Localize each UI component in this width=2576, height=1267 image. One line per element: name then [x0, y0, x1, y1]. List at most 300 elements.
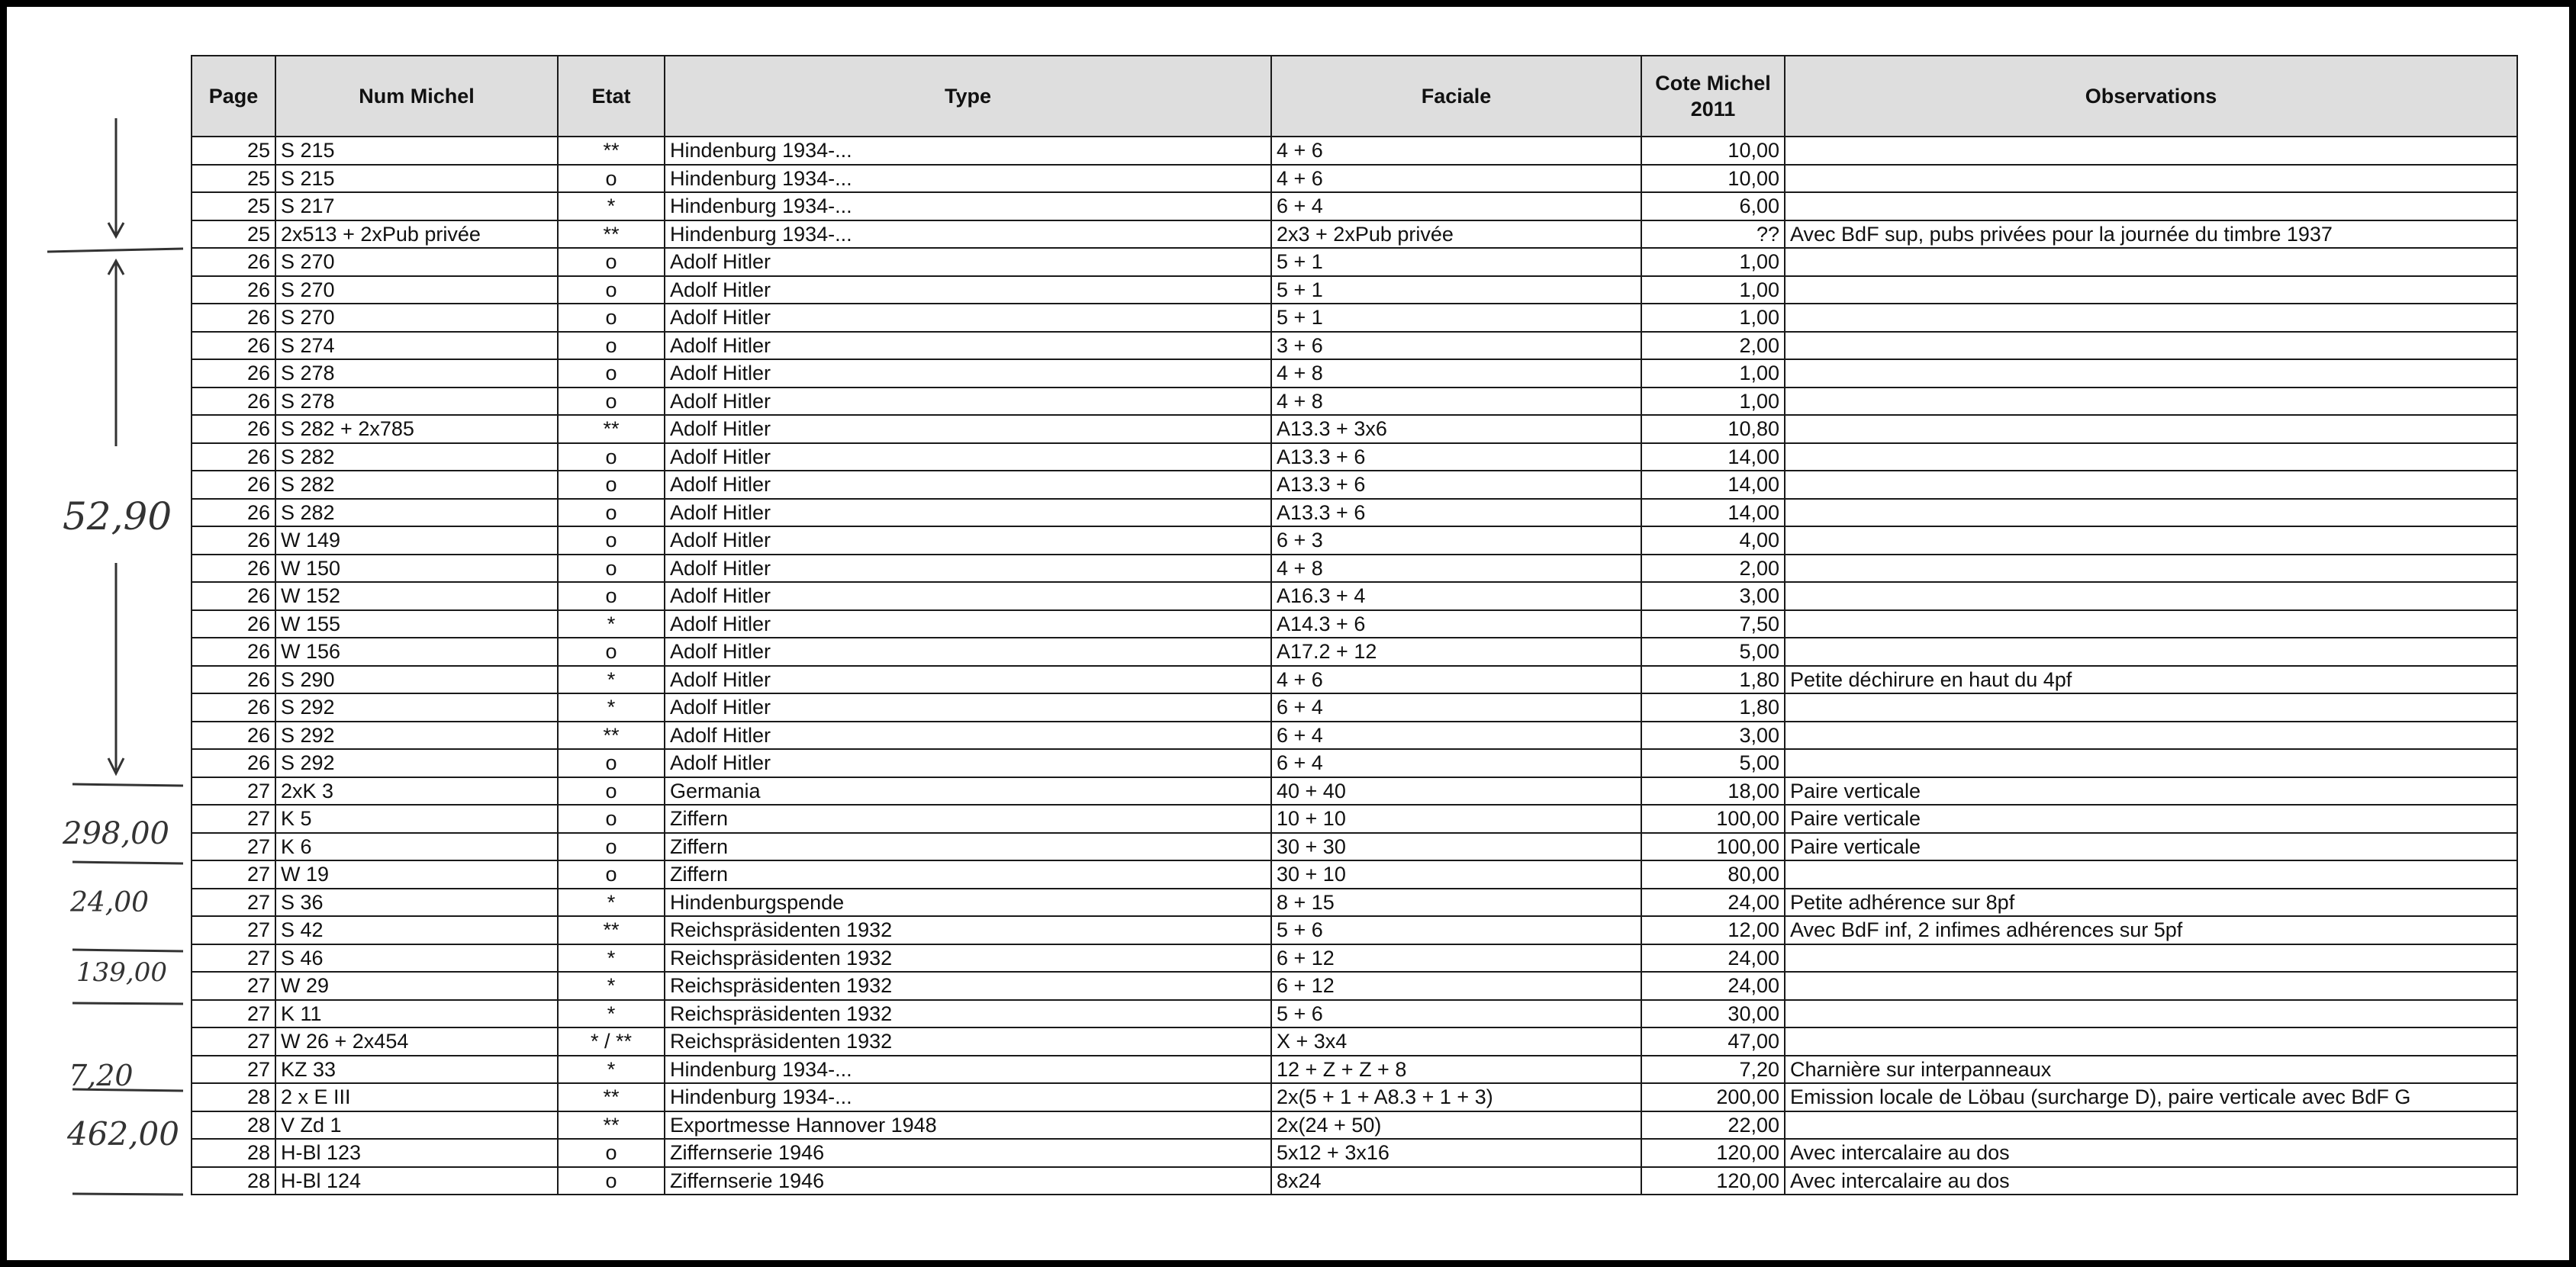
cell-observations — [1785, 555, 2517, 583]
cell-observations — [1785, 332, 2517, 360]
cell-observations: Avec BdF inf, 2 infimes adhérences sur 5pf — [1785, 916, 2517, 944]
cell-etat: o — [558, 749, 665, 777]
cell-etat: o — [558, 471, 665, 499]
cell-etat: o — [558, 248, 665, 276]
cell-type: Reichspräsidenten 1932 — [665, 1000, 1271, 1028]
cell-observations — [1785, 693, 2517, 722]
separator-line-26-27 — [72, 784, 183, 786]
cell-observations — [1785, 749, 2517, 777]
cell-num-michel: S 278 — [275, 387, 558, 416]
cell-etat: o — [558, 443, 665, 471]
cell-faciale: X + 3x4 — [1271, 1027, 1641, 1056]
table-row — [192, 555, 2517, 583]
cell-cote: 7,20 — [1641, 1056, 1785, 1084]
cell-cote: 10,80 — [1641, 415, 1785, 443]
cell-observations: Paire verticale — [1785, 777, 2517, 806]
cell-type: Germania — [665, 777, 1271, 806]
cell-num-michel: S 270 — [275, 304, 558, 332]
cell-page: 26 — [192, 443, 275, 471]
cell-etat: * — [558, 972, 665, 1000]
cell-type: Hindenburg 1934-... — [665, 165, 1271, 193]
cell-observations — [1785, 165, 2517, 193]
cell-page: 26 — [192, 387, 275, 416]
cell-observations — [1785, 276, 2517, 304]
table-row — [192, 693, 2517, 722]
cell-type: Ziffernserie 1946 — [665, 1167, 1271, 1195]
cell-faciale: 4 + 8 — [1271, 359, 1641, 387]
cell-observations — [1785, 638, 2517, 666]
cell-faciale: 4 + 8 — [1271, 555, 1641, 583]
cell-page: 26 — [192, 332, 275, 360]
cell-num-michel: S 46 — [275, 944, 558, 973]
cell-etat: o — [558, 332, 665, 360]
cell-etat: ** — [558, 137, 665, 165]
table-row — [192, 582, 2517, 610]
cell-cote: 4,00 — [1641, 526, 1785, 555]
cell-faciale: 2x(5 + 1 + A8.3 + 1 + 3) — [1271, 1083, 1641, 1111]
margin-note-page-27a: 298,00 — [63, 816, 169, 851]
cell-type: Adolf Hitler — [665, 387, 1271, 416]
cell-cote: 100,00 — [1641, 833, 1785, 861]
cell-etat: ** — [558, 916, 665, 944]
cell-num-michel: S 282 — [275, 443, 558, 471]
cell-page: 26 — [192, 749, 275, 777]
cell-observations — [1785, 582, 2517, 610]
cell-etat: ** — [558, 1083, 665, 1111]
cell-num-michel: 2 x E III — [275, 1083, 558, 1111]
cell-observations: Avec BdF sup, pubs privées pour la journée du timbre 1937 — [1785, 220, 2517, 249]
table-row — [192, 471, 2517, 499]
cell-observations — [1785, 944, 2517, 973]
cell-page: 26 — [192, 582, 275, 610]
table-row — [192, 415, 2517, 443]
cell-faciale: A17.2 + 12 — [1271, 638, 1641, 666]
table-row — [192, 722, 2517, 750]
table-row — [192, 889, 2517, 917]
cell-faciale: 2x(24 + 50) — [1271, 1111, 1641, 1140]
cell-observations: Petite adhérence sur 8pf — [1785, 889, 2517, 917]
cell-num-michel: S 42 — [275, 916, 558, 944]
cell-num-michel: S 215 — [275, 137, 558, 165]
cell-etat: o — [558, 387, 665, 416]
cell-etat: o — [558, 499, 665, 527]
cell-cote: 12,00 — [1641, 916, 1785, 944]
table-row — [192, 499, 2517, 527]
cell-type: Hindenburg 1934-... — [665, 220, 1271, 249]
cell-faciale: 4 + 6 — [1271, 666, 1641, 694]
cell-num-michel: S 292 — [275, 693, 558, 722]
cell-etat: ** — [558, 415, 665, 443]
cell-num-michel: W 29 — [275, 972, 558, 1000]
cell-page: 26 — [192, 304, 275, 332]
cell-faciale: 8 + 15 — [1271, 889, 1641, 917]
cell-etat: o — [558, 833, 665, 861]
table-row — [192, 332, 2517, 360]
cell-type: Adolf Hitler — [665, 332, 1271, 360]
cell-num-michel: S 270 — [275, 248, 558, 276]
cell-num-michel: K 6 — [275, 833, 558, 861]
cell-etat: o — [558, 1167, 665, 1195]
table-row — [192, 192, 2517, 220]
cell-type: Adolf Hitler — [665, 248, 1271, 276]
cell-etat: * — [558, 666, 665, 694]
margin-note-page-27d: 7,20 — [69, 1059, 134, 1092]
cell-observations — [1785, 304, 2517, 332]
table-row — [192, 165, 2517, 193]
cell-type: Reichspräsidenten 1932 — [665, 916, 1271, 944]
cell-faciale: 30 + 10 — [1271, 860, 1641, 889]
cell-type: Ziffern — [665, 833, 1271, 861]
cell-observations: Emission locale de Löbau (surcharge D), paire verticale avec BdF G — [1785, 1083, 2517, 1111]
cell-num-michel: S 36 — [275, 889, 558, 917]
cell-num-michel: W 150 — [275, 555, 558, 583]
cell-observations — [1785, 192, 2517, 220]
cell-faciale: A14.3 + 6 — [1271, 610, 1641, 638]
cell-faciale: 6 + 3 — [1271, 526, 1641, 555]
separator-line-28 — [72, 1194, 183, 1195]
cell-observations — [1785, 1027, 2517, 1056]
cell-page: 25 — [192, 220, 275, 249]
cell-faciale: 10 + 10 — [1271, 805, 1641, 833]
cell-num-michel: W 156 — [275, 638, 558, 666]
cell-type: Reichspräsidenten 1932 — [665, 1027, 1271, 1056]
cell-etat: * — [558, 944, 665, 973]
table-row — [192, 833, 2517, 861]
table-row — [192, 610, 2517, 638]
cell-page: 28 — [192, 1083, 275, 1111]
cell-num-michel: K 5 — [275, 805, 558, 833]
cell-cote: 14,00 — [1641, 443, 1785, 471]
cell-num-michel: W 152 — [275, 582, 558, 610]
cell-cote: 1,00 — [1641, 359, 1785, 387]
cell-page: 26 — [192, 526, 275, 555]
table-row — [192, 1000, 2517, 1028]
cell-etat: ** — [558, 220, 665, 249]
table-row — [192, 443, 2517, 471]
header-row — [192, 56, 2517, 137]
cell-page: 26 — [192, 555, 275, 583]
cell-num-michel: W 149 — [275, 526, 558, 555]
cell-type: Adolf Hitler — [665, 666, 1271, 694]
cell-cote: 1,80 — [1641, 666, 1785, 694]
cell-page: 27 — [192, 1000, 275, 1028]
separator-line-27a — [72, 862, 183, 863]
cell-page: 26 — [192, 248, 275, 276]
cell-cote: 2,00 — [1641, 332, 1785, 360]
table-row — [192, 1056, 2517, 1084]
cell-observations — [1785, 499, 2517, 527]
cell-page: 26 — [192, 415, 275, 443]
table-row — [192, 749, 2517, 777]
table-body — [192, 137, 2517, 1195]
cell-faciale: 40 + 40 — [1271, 777, 1641, 806]
cell-page: 25 — [192, 192, 275, 220]
table-row — [192, 137, 2517, 165]
cell-etat: * / ** — [558, 1027, 665, 1056]
table-row — [192, 666, 2517, 694]
cell-etat: o — [558, 638, 665, 666]
cell-type: Adolf Hitler — [665, 526, 1271, 555]
cell-cote: 22,00 — [1641, 1111, 1785, 1140]
cell-faciale: 30 + 30 — [1271, 833, 1641, 861]
cell-observations — [1785, 359, 2517, 387]
table-row — [192, 1027, 2517, 1056]
table-row — [192, 359, 2517, 387]
cell-type: Adolf Hitler — [665, 693, 1271, 722]
table-row — [192, 860, 2517, 889]
table-row — [192, 276, 2517, 304]
cell-observations — [1785, 1000, 2517, 1028]
cell-faciale: 5 + 1 — [1271, 276, 1641, 304]
cell-faciale: A16.3 + 4 — [1271, 582, 1641, 610]
cell-etat: o — [558, 860, 665, 889]
cell-num-michel: S 274 — [275, 332, 558, 360]
cell-page: 27 — [192, 777, 275, 806]
cell-cote: 80,00 — [1641, 860, 1785, 889]
table-row — [192, 805, 2517, 833]
cell-faciale: 4 + 8 — [1271, 387, 1641, 416]
table-row — [192, 387, 2517, 416]
stamp-inventory-table — [191, 55, 2518, 1195]
cell-observations: Avec intercalaire au dos — [1785, 1167, 2517, 1195]
margin-note-page-27b: 24,00 — [70, 887, 150, 918]
cell-cote: 14,00 — [1641, 471, 1785, 499]
cell-etat: * — [558, 192, 665, 220]
cell-faciale: 12 + Z + Z + 8 — [1271, 1056, 1641, 1084]
cell-page: 25 — [192, 137, 275, 165]
cell-faciale: 6 + 12 — [1271, 944, 1641, 973]
table-row — [192, 1167, 2517, 1195]
cell-cote: 24,00 — [1641, 889, 1785, 917]
cell-page: 27 — [192, 805, 275, 833]
cell-page: 26 — [192, 722, 275, 750]
cell-cote: 120,00 — [1641, 1139, 1785, 1167]
cell-num-michel: S 282 — [275, 499, 558, 527]
cell-etat: o — [558, 359, 665, 387]
cell-faciale: A13.3 + 3x6 — [1271, 415, 1641, 443]
cell-page: 27 — [192, 1027, 275, 1056]
cell-etat: * — [558, 1000, 665, 1028]
cell-num-michel: S 215 — [275, 165, 558, 193]
cell-num-michel: W 19 — [275, 860, 558, 889]
header-observations: Observations — [1785, 56, 2517, 137]
cell-faciale: A13.3 + 6 — [1271, 471, 1641, 499]
cell-cote: 100,00 — [1641, 805, 1785, 833]
cell-etat: o — [558, 555, 665, 583]
cell-type: Hindenburgspende — [665, 889, 1271, 917]
cell-observations: Petite déchirure en haut du 4pf — [1785, 666, 2517, 694]
cell-type: Hindenburg 1934-... — [665, 1056, 1271, 1084]
cell-observations — [1785, 387, 2517, 416]
margin-note-page-28: 462,00 — [67, 1115, 179, 1153]
cell-observations: Paire verticale — [1785, 833, 2517, 861]
cell-observations — [1785, 526, 2517, 555]
cell-type: Adolf Hitler — [665, 415, 1271, 443]
cell-page: 27 — [192, 972, 275, 1000]
cell-type: Hindenburg 1934-... — [665, 137, 1271, 165]
cell-num-michel: S 292 — [275, 749, 558, 777]
cell-num-michel: 2xK 3 — [275, 777, 558, 806]
cell-etat: o — [558, 276, 665, 304]
cell-cote: 10,00 — [1641, 165, 1785, 193]
cell-type: Reichspräsidenten 1932 — [665, 944, 1271, 973]
cell-page: 26 — [192, 638, 275, 666]
cell-cote: 5,00 — [1641, 638, 1785, 666]
cell-observations — [1785, 610, 2517, 638]
cell-num-michel: S 290 — [275, 666, 558, 694]
cell-num-michel: W 26 + 2x454 — [275, 1027, 558, 1056]
cell-cote: 200,00 — [1641, 1083, 1785, 1111]
cell-cote: 47,00 — [1641, 1027, 1785, 1056]
cell-page: 28 — [192, 1167, 275, 1195]
cell-etat: o — [558, 805, 665, 833]
table-row — [192, 777, 2517, 806]
cell-page: 26 — [192, 276, 275, 304]
cell-type: Hindenburg 1934-... — [665, 192, 1271, 220]
cell-etat: o — [558, 165, 665, 193]
cell-faciale: 4 + 6 — [1271, 137, 1641, 165]
cell-type: Ziffern — [665, 860, 1271, 889]
cell-page: 27 — [192, 1056, 275, 1084]
cell-observations — [1785, 860, 2517, 889]
table-row — [192, 638, 2517, 666]
margin-note-page-26: 52,90 — [63, 494, 172, 539]
cell-faciale: 3 + 6 — [1271, 332, 1641, 360]
cell-num-michel: H-Bl 124 — [275, 1167, 558, 1195]
cell-type: Adolf Hitler — [665, 499, 1271, 527]
cell-type: Adolf Hitler — [665, 304, 1271, 332]
cell-cote: 6,00 — [1641, 192, 1785, 220]
cell-observations: Avec intercalaire au dos — [1785, 1139, 2517, 1167]
cell-type: Adolf Hitler — [665, 722, 1271, 750]
cell-etat: * — [558, 610, 665, 638]
cell-type: Adolf Hitler — [665, 749, 1271, 777]
cell-num-michel: S 270 — [275, 276, 558, 304]
table-row — [192, 220, 2517, 249]
cell-etat: * — [558, 1056, 665, 1084]
cell-etat: o — [558, 1139, 665, 1167]
cell-page: 27 — [192, 916, 275, 944]
cell-cote: 1,00 — [1641, 387, 1785, 416]
cell-observations — [1785, 722, 2517, 750]
cell-cote: ?? — [1641, 220, 1785, 249]
cell-cote: 14,00 — [1641, 499, 1785, 527]
cell-type: Adolf Hitler — [665, 582, 1271, 610]
cell-page: 27 — [192, 889, 275, 917]
cell-cote: 120,00 — [1641, 1167, 1785, 1195]
cell-faciale: 5x12 + 3x16 — [1271, 1139, 1641, 1167]
cell-faciale: 6 + 4 — [1271, 722, 1641, 750]
header-page: Page — [192, 56, 275, 137]
table-row — [192, 944, 2517, 973]
separator-line-27c — [72, 1003, 183, 1004]
cell-observations — [1785, 137, 2517, 165]
cell-faciale: 8x24 — [1271, 1167, 1641, 1195]
cell-type: Exportmesse Hannover 1948 — [665, 1111, 1271, 1140]
header-cote-michel: Cote Michel 2011 — [1641, 56, 1785, 137]
cell-type: Ziffern — [665, 805, 1271, 833]
cell-page: 27 — [192, 944, 275, 973]
cell-type: Adolf Hitler — [665, 443, 1271, 471]
table-row — [192, 1083, 2517, 1111]
cell-num-michel: K 11 — [275, 1000, 558, 1028]
cell-type: Reichspräsidenten 1932 — [665, 972, 1271, 1000]
cell-num-michel: H-Bl 123 — [275, 1139, 558, 1167]
cell-observations — [1785, 415, 2517, 443]
cell-cote: 3,00 — [1641, 722, 1785, 750]
cell-page: 25 — [192, 165, 275, 193]
cell-faciale: 5 + 1 — [1271, 248, 1641, 276]
cell-faciale: 6 + 12 — [1271, 972, 1641, 1000]
cell-page: 27 — [192, 833, 275, 861]
cell-page: 28 — [192, 1139, 275, 1167]
table-row — [192, 1139, 2517, 1167]
cell-type: Hindenburg 1934-... — [665, 1083, 1271, 1111]
cell-num-michel: S 292 — [275, 722, 558, 750]
cell-page: 26 — [192, 499, 275, 527]
cell-cote: 5,00 — [1641, 749, 1785, 777]
cell-etat: ** — [558, 1111, 665, 1140]
cell-cote: 18,00 — [1641, 777, 1785, 806]
cell-observations — [1785, 471, 2517, 499]
header-type: Type — [665, 56, 1271, 137]
cell-faciale: A13.3 + 6 — [1271, 499, 1641, 527]
cell-faciale: 6 + 4 — [1271, 749, 1641, 777]
header-num-michel: Num Michel — [275, 56, 558, 137]
cell-type: Adolf Hitler — [665, 638, 1271, 666]
table-row — [192, 248, 2517, 276]
cell-num-michel: S 282 — [275, 471, 558, 499]
cell-etat: o — [558, 304, 665, 332]
cell-etat: * — [558, 889, 665, 917]
cell-observations — [1785, 972, 2517, 1000]
cell-faciale: 5 + 1 — [1271, 304, 1641, 332]
cell-cote: 1,00 — [1641, 304, 1785, 332]
cell-faciale: 5 + 6 — [1271, 916, 1641, 944]
cell-num-michel: S 217 — [275, 192, 558, 220]
cell-faciale: 6 + 4 — [1271, 693, 1641, 722]
cell-page: 26 — [192, 471, 275, 499]
cell-cote: 1,00 — [1641, 248, 1785, 276]
cell-num-michel: W 155 — [275, 610, 558, 638]
cell-cote: 1,00 — [1641, 276, 1785, 304]
cell-observations: Paire verticale — [1785, 805, 2517, 833]
cell-cote: 7,50 — [1641, 610, 1785, 638]
cell-type: Ziffernserie 1946 — [665, 1139, 1271, 1167]
cell-observations — [1785, 443, 2517, 471]
header-faciale: Faciale — [1271, 56, 1641, 137]
header-etat: Etat — [558, 56, 665, 137]
cell-faciale: 2x3 + 2xPub privée — [1271, 220, 1641, 249]
stamp-inventory-sheet — [191, 55, 2516, 1195]
cell-page: 27 — [192, 860, 275, 889]
cell-type: Adolf Hitler — [665, 610, 1271, 638]
cell-page: 26 — [192, 693, 275, 722]
cell-num-michel: V Zd 1 — [275, 1111, 558, 1140]
cell-cote: 24,00 — [1641, 944, 1785, 973]
cell-num-michel: S 282 + 2x785 — [275, 415, 558, 443]
separator-line-25-26 — [47, 249, 183, 252]
cell-type: Adolf Hitler — [665, 276, 1271, 304]
cell-cote: 1,80 — [1641, 693, 1785, 722]
cell-observations — [1785, 1111, 2517, 1140]
cell-cote: 10,00 — [1641, 137, 1785, 165]
cell-etat: o — [558, 582, 665, 610]
cell-num-michel: S 278 — [275, 359, 558, 387]
cell-type: Adolf Hitler — [665, 359, 1271, 387]
cell-cote: 3,00 — [1641, 582, 1785, 610]
cell-faciale: 5 + 6 — [1271, 1000, 1641, 1028]
